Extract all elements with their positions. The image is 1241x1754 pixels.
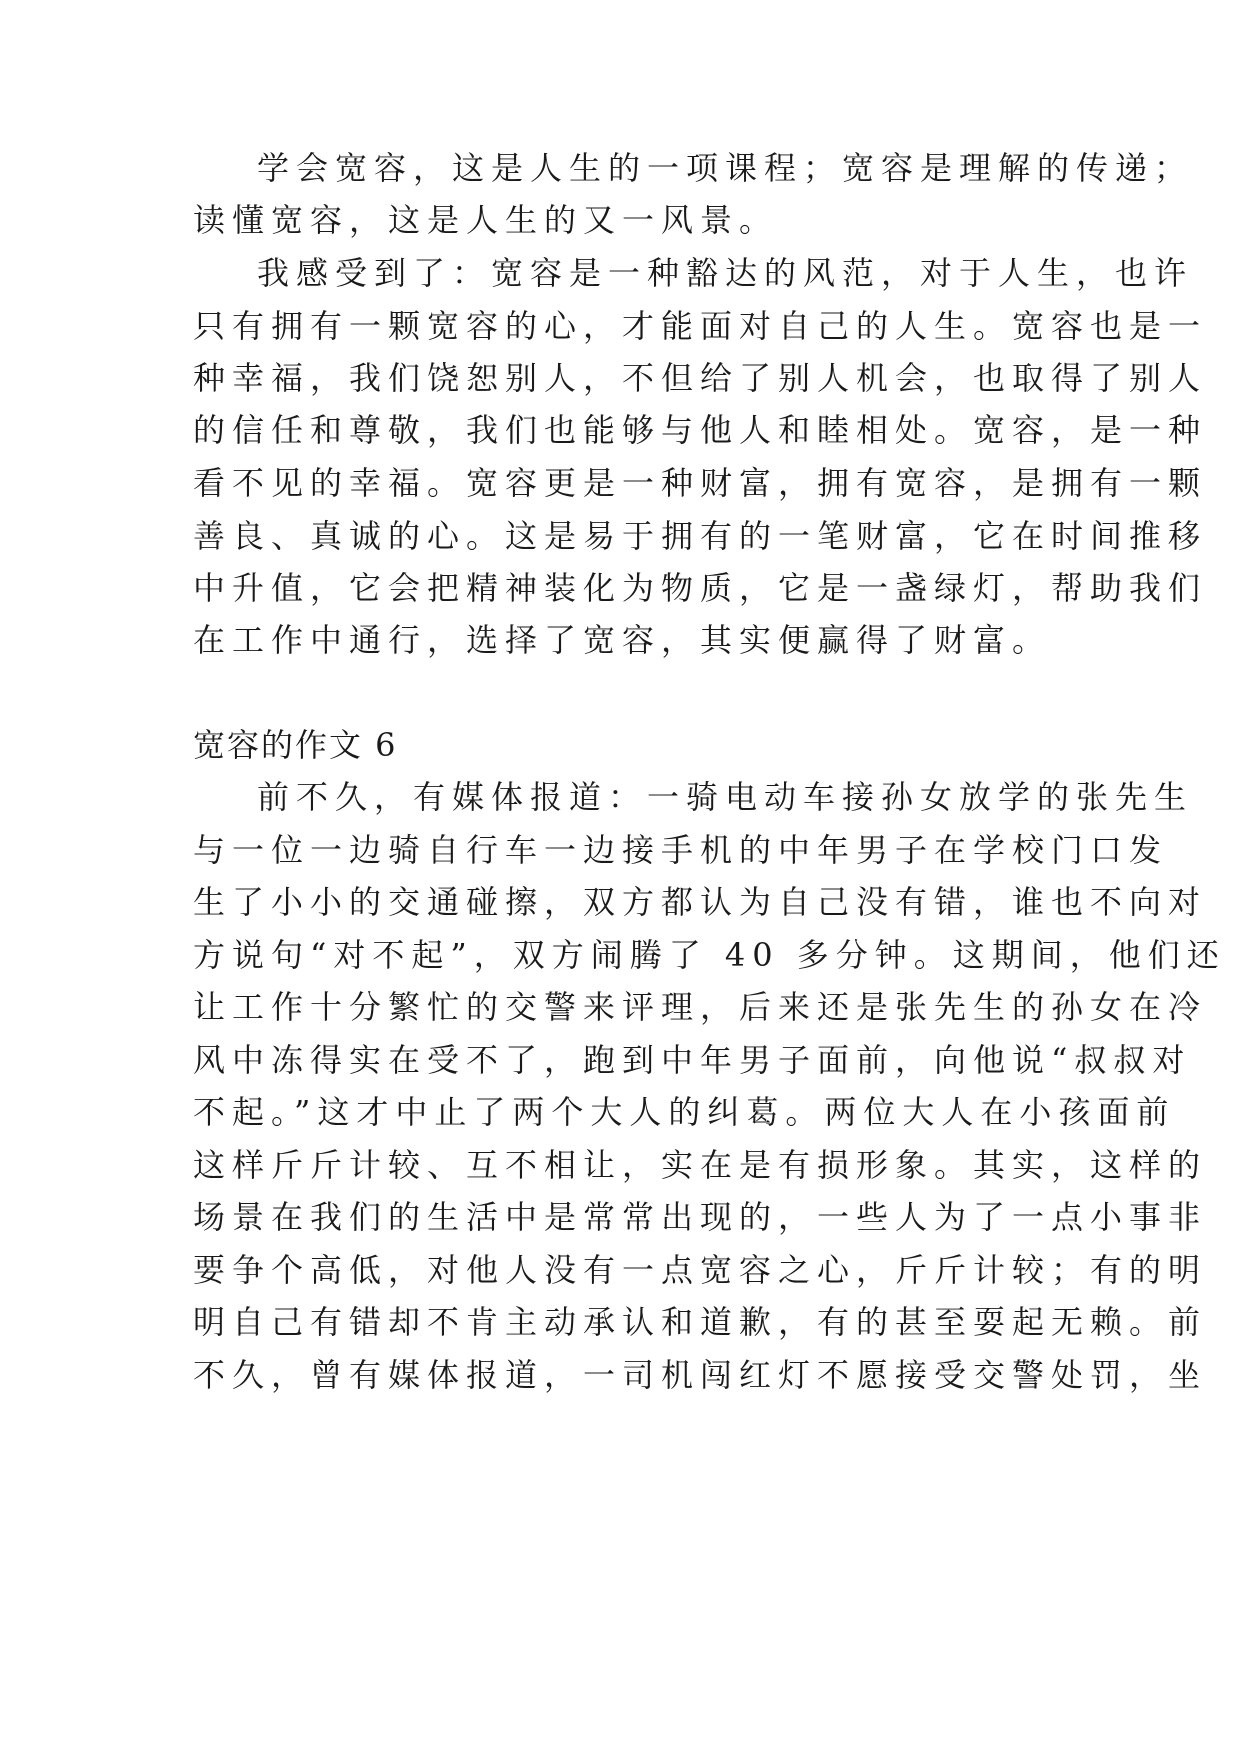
section-heading: 宽容的作文 6 bbox=[193, 726, 398, 764]
paragraph-line: 明自己有错却不肯主动承认和道歉，有的甚至耍起无赖。前 bbox=[193, 1303, 1208, 1341]
paragraph-line: 这样斤斤计较、互不相让，实在是有损形象。其实，这样的 bbox=[193, 1146, 1208, 1184]
paragraph-line: 前不久，有媒体报道：一骑电动车接孙女放学的张先生 bbox=[257, 778, 1194, 816]
paragraph-line: 与一位一边骑自行车一边接手机的中年男子在学校门口发 bbox=[193, 831, 1169, 869]
paragraph-line: 只有拥有一颗宽容的心，才能面对自己的人生。宽容也是一 bbox=[193, 307, 1208, 345]
paragraph-line: 善良、真诚的心。这是易于拥有的一笔财富，它在时间推移 bbox=[193, 517, 1208, 555]
paragraph-line: 生了小小的交通碰擦，双方都认为自己没有错，谁也不向对 bbox=[193, 883, 1208, 921]
paragraph-line: 在工作中通行，选择了宽容，其实便赢得了财富。 bbox=[193, 621, 1052, 659]
paragraph-line: 中升值，它会把精神装化为物质，它是一盏绿灯，帮助我们 bbox=[193, 569, 1208, 607]
paragraph-line: 方说句“对不起”，双方闹腾了 40 多分钟。这期间，他们还 bbox=[193, 936, 1226, 974]
paragraph-line: 要争个高低，对他人没有一点宽容之心，斤斤计较；有的明 bbox=[193, 1251, 1208, 1289]
paragraph-line: 不起。”这才中止了两个大人的纠葛。两位大人在小孩面前 bbox=[193, 1093, 1176, 1131]
paragraph-line: 场景在我们的生活中是常常出现的，一些人为了一点小事非 bbox=[193, 1198, 1208, 1236]
paragraph-line: 学会宽容，这是人生的一项课程；宽容是理解的传递； bbox=[257, 149, 1194, 187]
paragraph-line: 让工作十分繁忙的交警来评理，后来还是张先生的孙女在冷 bbox=[193, 988, 1208, 1026]
paragraph-line: 不久，曾有媒体报道，一司机闯红灯不愿接受交警处罚，坐 bbox=[193, 1356, 1208, 1394]
paragraph-line: 我感受到了：宽容是一种豁达的风范，对于人生，也许 bbox=[257, 254, 1194, 292]
paragraph-line: 读懂宽容，这是人生的又一风景。 bbox=[193, 201, 779, 239]
paragraph-line: 的信任和尊敬，我们也能够与他人和睦相处。宽容，是一种 bbox=[193, 411, 1208, 449]
paragraph-line: 看不见的幸福。宽容更是一种财富，拥有宽容，是拥有一颗 bbox=[193, 464, 1208, 502]
paragraph-line: 种幸福，我们饶恕别人，不但给了别人机会，也取得了别人 bbox=[193, 359, 1208, 397]
paragraph-line: 风中冻得实在受不了，跑到中年男子面前，向他说“叔叔对 bbox=[193, 1041, 1192, 1079]
